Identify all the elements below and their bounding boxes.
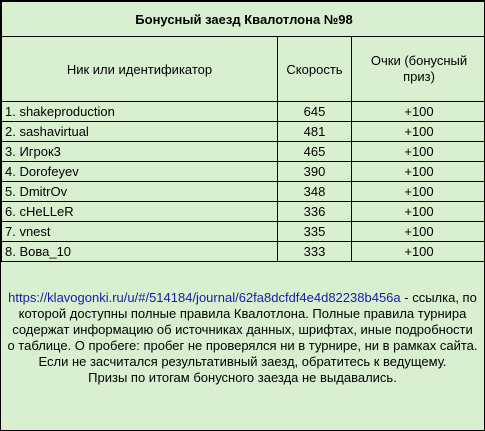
table-row [2,222,485,242]
table-row [2,202,485,222]
row-name: 7. vnest [2,222,278,242]
spacer-cell [2,262,485,289]
row-speed: 481 [278,122,352,142]
header-speed: Скорость [278,37,352,102]
row-speed: 390 [278,162,352,182]
row-points: +100 [352,242,485,262]
row-points: +100 [352,222,485,242]
row-points: +100 [352,162,485,182]
row-name: 4. Dorofeyev [2,162,278,182]
header-points: Очки (бонусный приз) [352,37,485,102]
header-name: Ник или идентификатор [2,37,278,102]
results-table [1,1,485,288]
row-speed: 465 [278,142,352,162]
prize-note: Призы по итогам бонусного заезда не выдавались. [88,370,397,385]
row-name: 6. cHeLLeR [2,202,278,222]
table-row [2,142,485,162]
table-row [2,162,485,182]
row-name: 8. Вова_10 [2,242,278,262]
rules-link[interactable]: https://klavogonki.ru/u/#/514184/journal/62fa8dcfdf4e4d82238b456a [8,290,401,305]
row-points: +100 [352,142,485,162]
footer-text: - ссылка, по которой доступны полные правила Квалотлона. Полные правила турнира содержат информацию об источниках данных, шрифтах, иные подробности о таблице. О пробеге: пробег не проверялся ни в турнире, ни в рамках сайта. Если не засчитался результативный заезд, обратитесь к ведущему. [7,290,478,369]
row-points: +100 [352,202,485,222]
row-name: 2. sashavirtual [2,122,278,142]
row-name: 5. DmitrOv [2,182,278,202]
table-row [2,102,485,122]
row-speed: 333 [278,242,352,262]
table-row [2,242,485,262]
row-speed: 348 [278,182,352,202]
table-row [2,182,485,202]
table-title: Бонусный заезд Квалотлона №98 [2,2,485,37]
table-row [2,122,485,142]
row-name: 3. Игрок3 [2,142,278,162]
row-points: +100 [352,182,485,202]
footer-note [7,290,478,386]
row-points: +100 [352,102,485,122]
row-speed: 335 [278,222,352,242]
row-speed: 336 [278,202,352,222]
row-speed: 645 [278,102,352,122]
row-name: 1. shakeproduction [2,102,278,122]
spacer-row [2,262,485,289]
row-points: +100 [352,122,485,142]
